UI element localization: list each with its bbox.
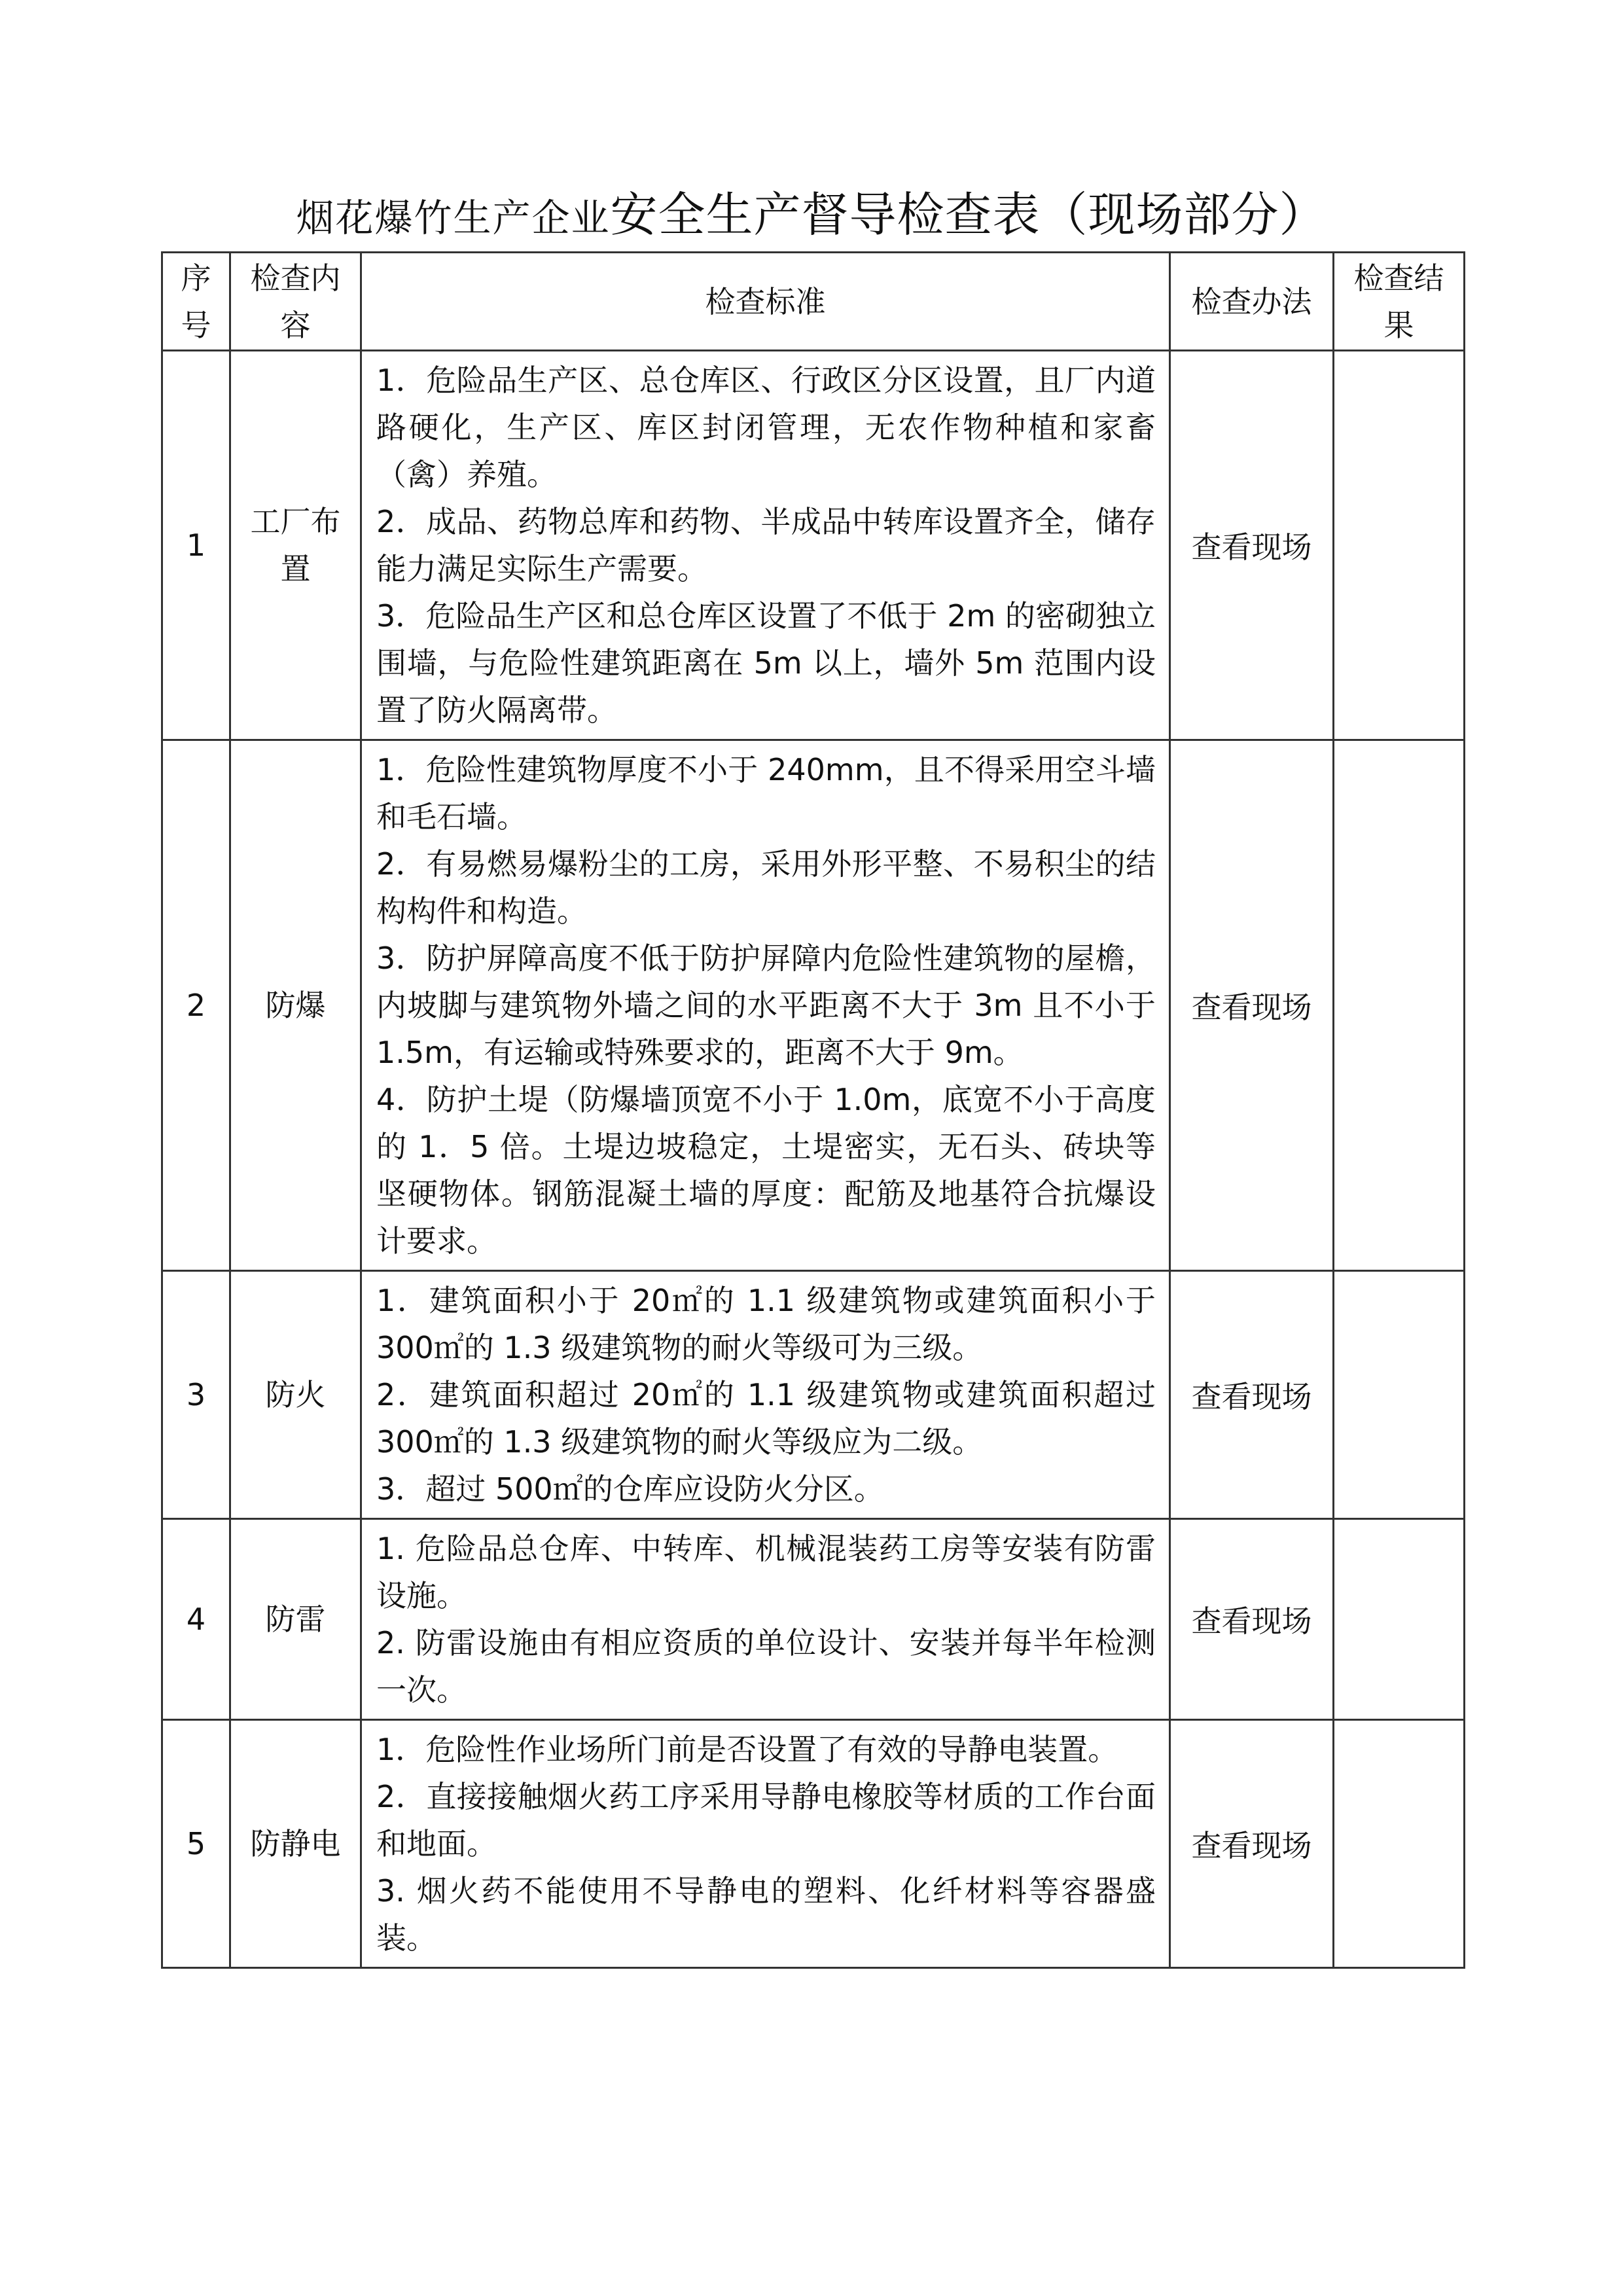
standard-item: 1．建筑面积小于 20㎡的 1.1 级建筑物或建筑面积小于 300㎡的 1.3 级建筑物的耐火等级可为三级。 — [376, 1283, 1156, 1365]
standard-item: 2．直接接触烟火药工序采用导静电橡胶等材质的工作台面和地面。 — [376, 1779, 1156, 1861]
inspection-table — [161, 251, 1465, 1969]
header-seq: 序号 — [162, 253, 230, 351]
row-content: 防静电 — [230, 1720, 361, 1968]
row-content: 防雷 — [230, 1519, 361, 1720]
row-seq: 4 — [162, 1519, 230, 1720]
standard-item: 3. 烟火药不能使用不导静电的塑料、化纤材料等容器盛装。 — [376, 1873, 1156, 1956]
row-standard — [361, 1271, 1170, 1519]
row-content: 工厂布置 — [230, 351, 361, 740]
header-row — [162, 253, 1465, 351]
page-title — [0, 187, 1623, 242]
table-row — [162, 740, 1465, 1271]
header-content: 检查内容 — [230, 253, 361, 351]
header-method: 检查办法 — [1170, 253, 1334, 351]
standard-item: 3．防护屏障高度不低于防护屏障内危险性建筑物的屋檐，内坡脚与建筑物外墙之间的水平距离不大于 3m 且不小于 1.5m，有运输或特殊要求的，距离不大于 9m。 — [376, 941, 1156, 1070]
row-seq: 3 — [162, 1271, 230, 1519]
standard-item: 2. 防雷设施由有相应资质的单位设计、安装并每半年检测一次。 — [376, 1625, 1156, 1708]
row-content: 防火 — [230, 1271, 361, 1519]
table-row — [162, 351, 1465, 740]
row-method: 查看现场 — [1170, 1519, 1334, 1720]
row-method: 查看现场 — [1170, 1720, 1334, 1968]
row-seq: 2 — [162, 740, 230, 1271]
title-part-2: 安全生产督导检查表（现场部分） — [610, 187, 1327, 242]
standard-item: 1．危险性作业场所门前是否设置了有效的导静电装置。 — [376, 1732, 1118, 1767]
standard-item: 1．危险性建筑物厚度不小于 240mm，且不得采用空斗墙和毛石墙。 — [376, 752, 1156, 834]
header-result: 检查结果 — [1334, 253, 1465, 351]
standard-item: 3．危险品生产区和总仓库区设置了不低于 2m 的密砌独立围墙，与危险性建筑距离在 5m 以上，墙外 5m 范围内设置了防火隔离带。 — [376, 598, 1156, 728]
row-method: 查看现场 — [1170, 1271, 1334, 1519]
standard-item: 3．超过 500㎡的仓库应设防火分区。 — [376, 1471, 884, 1507]
standard-item: 2．建筑面积超过 20㎡的 1.1 级建筑物或建筑面积超过 300㎡的 1.3 级建筑物的耐火等级应为二级。 — [376, 1377, 1156, 1460]
row-standard — [361, 740, 1170, 1271]
standard-item: 4．防护土堤（防爆墙顶宽不小于 1.0m，底宽不小于高度的 1．5 倍。土堤边坡稳定，土堤密实，无石头、砖块等坚硬物体。钢筋混凝土墙的厚度：配筋及地基符合抗爆设计要求。 — [376, 1082, 1156, 1259]
standard-item: 2．成品、药物总库和药物、半成品中转库设置齐全，储存能力满足实际生产需要。 — [376, 504, 1156, 586]
row-seq: 5 — [162, 1720, 230, 1968]
row-result — [1334, 1720, 1465, 1968]
row-method: 查看现场 — [1170, 740, 1334, 1271]
row-content: 防爆 — [230, 740, 361, 1271]
row-standard — [361, 1720, 1170, 1968]
standard-item: 1．危险品生产区、总仓库区、行政区分区设置，且厂内道路硬化，生产区、库区封闭管理，无农作物种植和家畜（禽）养殖。 — [376, 363, 1156, 492]
row-result — [1334, 1271, 1465, 1519]
table-row — [162, 1519, 1465, 1720]
row-result — [1334, 351, 1465, 740]
table-row — [162, 1271, 1465, 1519]
header-standard: 检查标准 — [361, 253, 1170, 351]
row-standard — [361, 351, 1170, 740]
standard-item: 1. 危险品总仓库、中转库、机械混装药工房等安装有防雷设施。 — [376, 1531, 1156, 1613]
title-part-1: 烟花爆竹生产企业 — [296, 196, 611, 240]
row-seq: 1 — [162, 351, 230, 740]
table-row — [162, 1720, 1465, 1968]
row-standard — [361, 1519, 1170, 1720]
row-result — [1334, 740, 1465, 1271]
standard-item: 2．有易燃易爆粉尘的工房，采用外形平整、不易积尘的结构构件和构造。 — [376, 846, 1156, 929]
row-result — [1334, 1519, 1465, 1720]
row-method: 查看现场 — [1170, 351, 1334, 740]
